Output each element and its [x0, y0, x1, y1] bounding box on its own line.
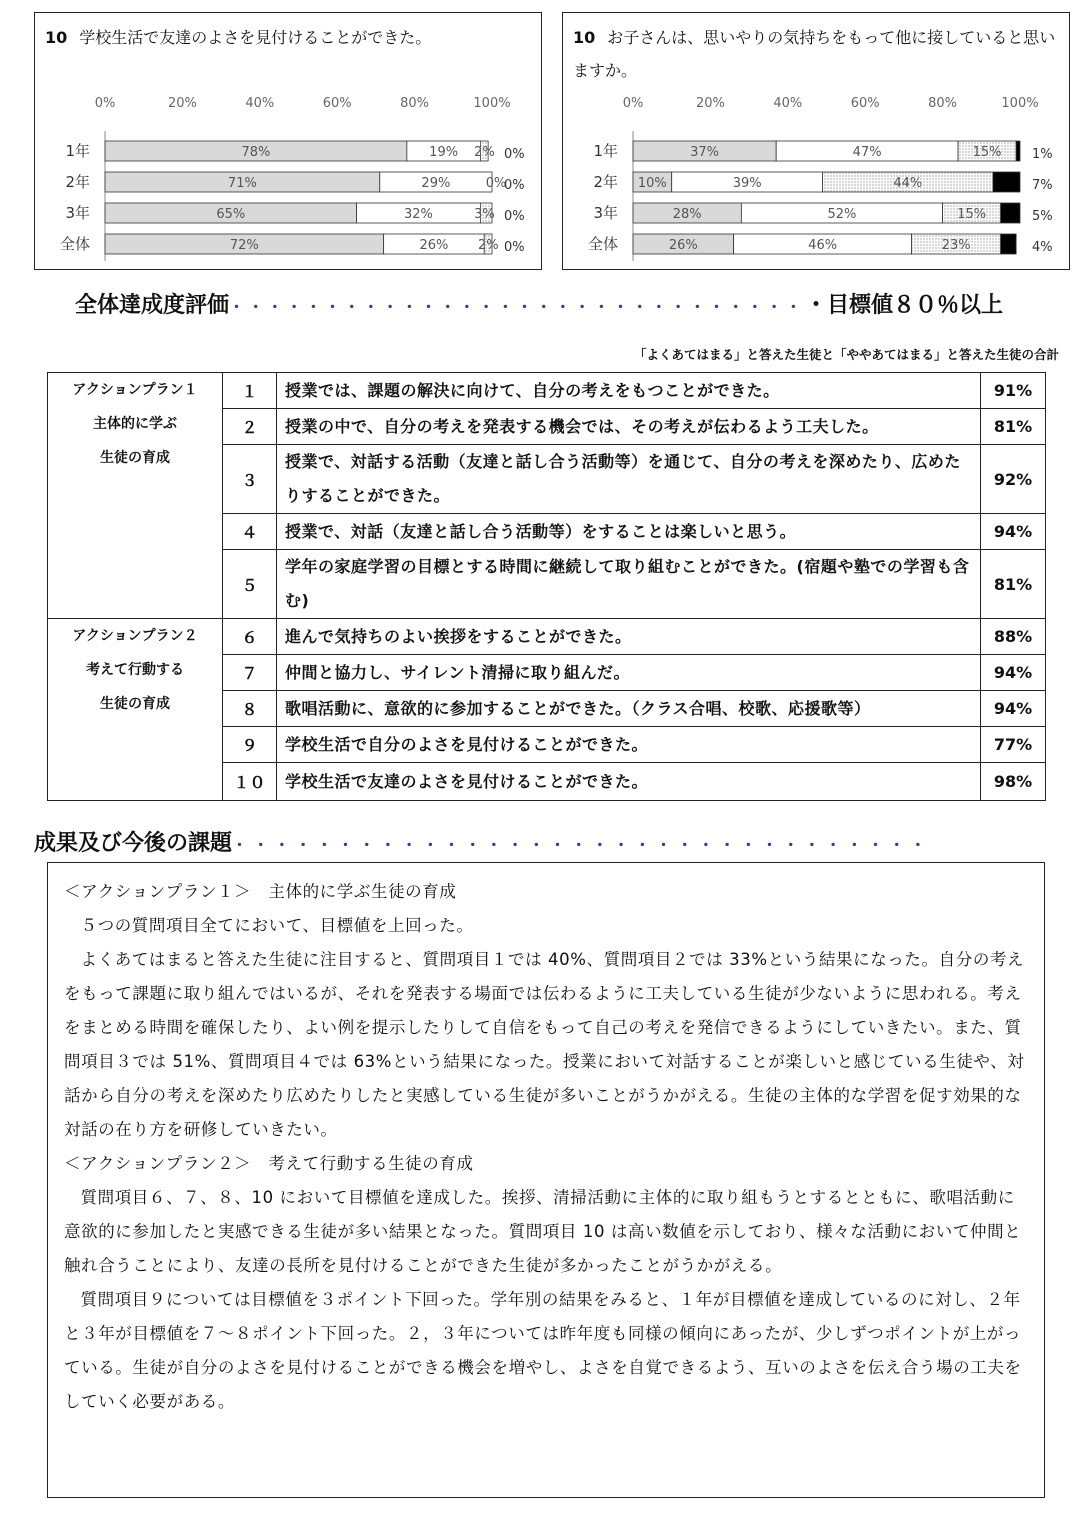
item-text: 授業では、課題の解決に向けて、自分の考えをもつことができた。 — [277, 373, 981, 409]
item-text: 授業で、対話（友達と話し合う活動等）をすることは楽しいと思う。 — [277, 514, 981, 550]
tick-label: 60% — [322, 96, 352, 111]
category-label: 2年 — [593, 173, 618, 191]
item-number: ６ — [223, 619, 277, 655]
item-number: ３ — [223, 445, 277, 514]
plan-label: 生徒の育成 — [100, 696, 170, 712]
data-label: 29% — [421, 176, 451, 191]
category-label: 1年 — [65, 142, 90, 160]
data-label: 19% — [429, 145, 459, 160]
data-label: 0% — [485, 176, 507, 191]
data-label: 65% — [216, 207, 246, 222]
data-label: 15% — [957, 207, 987, 222]
survey-chart-right — [562, 12, 1070, 270]
item-text: 学校生活で自分のよさを見付けることができた。 — [277, 727, 981, 763]
item-text: 仲間と協力し、サイレント清掃に取り組んだ。 — [277, 655, 981, 691]
item-percent: 77% — [981, 727, 1046, 763]
data-label: 39% — [732, 176, 762, 191]
result-paragraph: ５つの質問項目全てにおいて、目標値を上回った。 — [80, 916, 474, 935]
data-label: 37% — [690, 145, 720, 160]
item-percent: 92% — [981, 445, 1046, 514]
result-paragraph: 質問項目６、７、８、10 において目標値を達成した。挨拶、清掃活動に主体的に取り組もうとするとともに、歌唱活動に意欲的に参加したと実感できる生徒が多い結果となった。質問項目 10 は高い数値を示しており、様々な活動において仲間と触れ合うことにより、友達の長所を見付けることができた生徒が多かったことがうかがえる。 — [64, 1188, 1022, 1275]
plan-cell — [48, 373, 223, 619]
result-paragraph: 質問項目９については目標値を３ポイント下回った。学年別の結果をみると、１年が目標値を達成しているのに対し、２年と３年が目標値を７～８ポイント下回った。２，３年については昨年度も同様の傾向にあったが、少しずつポイントが上がっている。生徒が自分のよさを見付けることができる機会を増やし、よさを自覚できるよう、互いのよさを伝え合う場の工夫をしていく必要がある。 — [64, 1290, 1022, 1411]
data-label: 3% — [474, 207, 495, 222]
tick-label: 80% — [928, 96, 958, 111]
item-number: ２ — [223, 409, 277, 445]
data-label: 7% — [1032, 178, 1053, 193]
overall-heading — [75, 288, 1003, 319]
data-label: 26% — [668, 238, 698, 253]
item-number: １ — [223, 373, 277, 409]
data-label: 47% — [852, 145, 882, 160]
tick-label: 40% — [773, 96, 803, 111]
data-label: 71% — [227, 176, 257, 191]
data-label: 44% — [893, 176, 923, 191]
question-text: 学校生活で友達のよさを見付けることができた。 — [79, 28, 432, 47]
item-number: ８ — [223, 691, 277, 727]
result-paragraph: よくあてはまると答えた生徒に注目すると、質問項目１では 40%、質問項目２では 33%という結果になった。自分の考えをもって課題に取り組んではいるが、それを発表する場面では伝わるように工夫している生徒が少ないように思われる。考えをまとめる時間を確保したり、よい例を提示したりして自信をもって自己の考えを発信できるようにしていきたい。また、質問項目３では 51%、質問項目４では 63%という結果になった。授業において対話することが楽しいと感じている生徒や、対話から自分の考えを深めたり広めたりしたと実感している生徒が多いことがうかがえる。生徒の主体的な学習を促す効果的な対話の在り方を研修していきたい。 — [64, 950, 1025, 1139]
bar-segment — [1016, 141, 1020, 161]
data-label: 0% — [504, 147, 525, 162]
data-label: 4% — [1032, 240, 1053, 255]
data-label: 52% — [827, 207, 857, 222]
data-label: 2% — [474, 145, 495, 160]
stacked-bar-chart — [35, 13, 543, 271]
tick-label: 0% — [622, 96, 644, 111]
data-label: 0% — [504, 209, 525, 224]
item-number: ４ — [223, 514, 277, 550]
bar-segment — [1001, 234, 1016, 254]
item-text: 授業で、対話する活動（友達と話し合う活動等）を通じて、自分の考えを深めたり、広めたりすることができた。 — [277, 445, 981, 514]
tick-label: 100% — [473, 96, 511, 111]
item-number: ５ — [223, 550, 277, 619]
overall-title: 全体達成度評価 — [75, 293, 230, 318]
category-label: 1年 — [593, 142, 618, 160]
data-label: 46% — [808, 238, 838, 253]
plan-label: 主体的に学ぶ — [93, 416, 177, 432]
data-label: 15% — [972, 145, 1002, 160]
tick-label: 100% — [1001, 96, 1039, 111]
item-text: 授業の中で、自分の考えを発表する機会では、その考えが伝わるよう工夫した。 — [277, 409, 981, 445]
category-label: 全体 — [587, 235, 618, 253]
survey-chart-left — [34, 12, 542, 270]
item-percent: 94% — [981, 655, 1046, 691]
category-label: 3年 — [65, 204, 90, 222]
category-label: 2年 — [65, 173, 90, 191]
target-label: ・目標値８０％以上 — [805, 293, 1004, 318]
data-label: 23% — [941, 238, 971, 253]
data-label: 1% — [1032, 147, 1053, 162]
category-label: 3年 — [593, 204, 618, 222]
result-paragraph: ＜アクションプラン１＞ 主体的に学ぶ生徒の育成 — [64, 882, 457, 901]
item-percent: 94% — [981, 691, 1046, 727]
data-label: 0% — [504, 178, 525, 193]
item-percent: 94% — [981, 514, 1046, 550]
result-paragraph: ＜アクションプラン２＞ 考えて行動する生徒の育成 — [64, 1154, 474, 1173]
item-percent: 81% — [981, 550, 1046, 619]
category-label: 全体 — [59, 235, 90, 253]
tick-label: 80% — [400, 96, 430, 111]
item-number: ７ — [223, 655, 277, 691]
bar-segment — [993, 172, 1020, 192]
item-number: ９ — [223, 727, 277, 763]
dot-leader: ・・・・・・・・・・・・・・・・・・・・・・・・・・・・・・・・・ — [232, 836, 932, 854]
tick-label: 0% — [94, 96, 116, 111]
data-label: 0% — [504, 240, 525, 255]
tick-label: 20% — [167, 96, 197, 111]
results-heading — [34, 826, 932, 857]
data-label: 2% — [477, 238, 499, 253]
item-text: 進んで気持ちのよい挨拶をすることができた。 — [277, 619, 981, 655]
data-label: 72% — [229, 238, 259, 253]
results-text-box — [47, 862, 1045, 1498]
bar-segment — [1001, 203, 1020, 223]
item-percent: 81% — [981, 409, 1046, 445]
data-label: 26% — [419, 238, 449, 253]
sum-note: 「よくあてはまる」と答えた生徒と「ややあてはまる」と答えた生徒の合計 — [633, 347, 1059, 362]
tick-label: 20% — [695, 96, 725, 111]
item-text: 学校生活で友達のよさを見付けることができた。 — [277, 763, 981, 801]
stacked-bar-chart — [563, 13, 1071, 271]
dot-leader: ・・・・・・・・・・・・・・・・・・・・・・・・・・・・・・ — [229, 298, 806, 316]
table-row — [48, 619, 1046, 655]
item-text: 学年の家庭学習の目標とする時間に継続して取り組むことができた。(宿題や塾での学習も含む) — [277, 550, 981, 619]
plan-label: アクションプラン２ — [72, 628, 198, 644]
plan-label: 生徒の育成 — [100, 450, 170, 466]
results-title: 成果及び今後の課題 — [34, 831, 233, 856]
item-text: 歌唱活動に、意欲的に参加することができた。（クラス合唱、校歌、応援歌等） — [277, 691, 981, 727]
data-label: 5% — [1032, 209, 1053, 224]
plan-label: アクションプラン１ — [72, 382, 198, 398]
item-percent: 91% — [981, 373, 1046, 409]
evaluation-table — [47, 372, 1046, 801]
item-percent: 88% — [981, 619, 1046, 655]
item-number: １０ — [223, 763, 277, 801]
question-text: お子さんは、思いやりの気持ちをもって他に接していると思いますか。 — [573, 28, 1056, 80]
plan-cell — [48, 619, 223, 801]
data-label: 78% — [241, 145, 271, 160]
tick-label: 40% — [245, 96, 275, 111]
data-label: 10% — [637, 176, 667, 191]
table-row — [48, 373, 1046, 409]
data-label: 32% — [404, 207, 433, 222]
tick-label: 60% — [850, 96, 880, 111]
item-percent: 98% — [981, 763, 1046, 801]
question-number: 10 — [45, 28, 68, 47]
data-label: 28% — [672, 207, 702, 222]
plan-label: 考えて行動する — [86, 662, 184, 678]
question-number: 10 — [573, 28, 596, 47]
